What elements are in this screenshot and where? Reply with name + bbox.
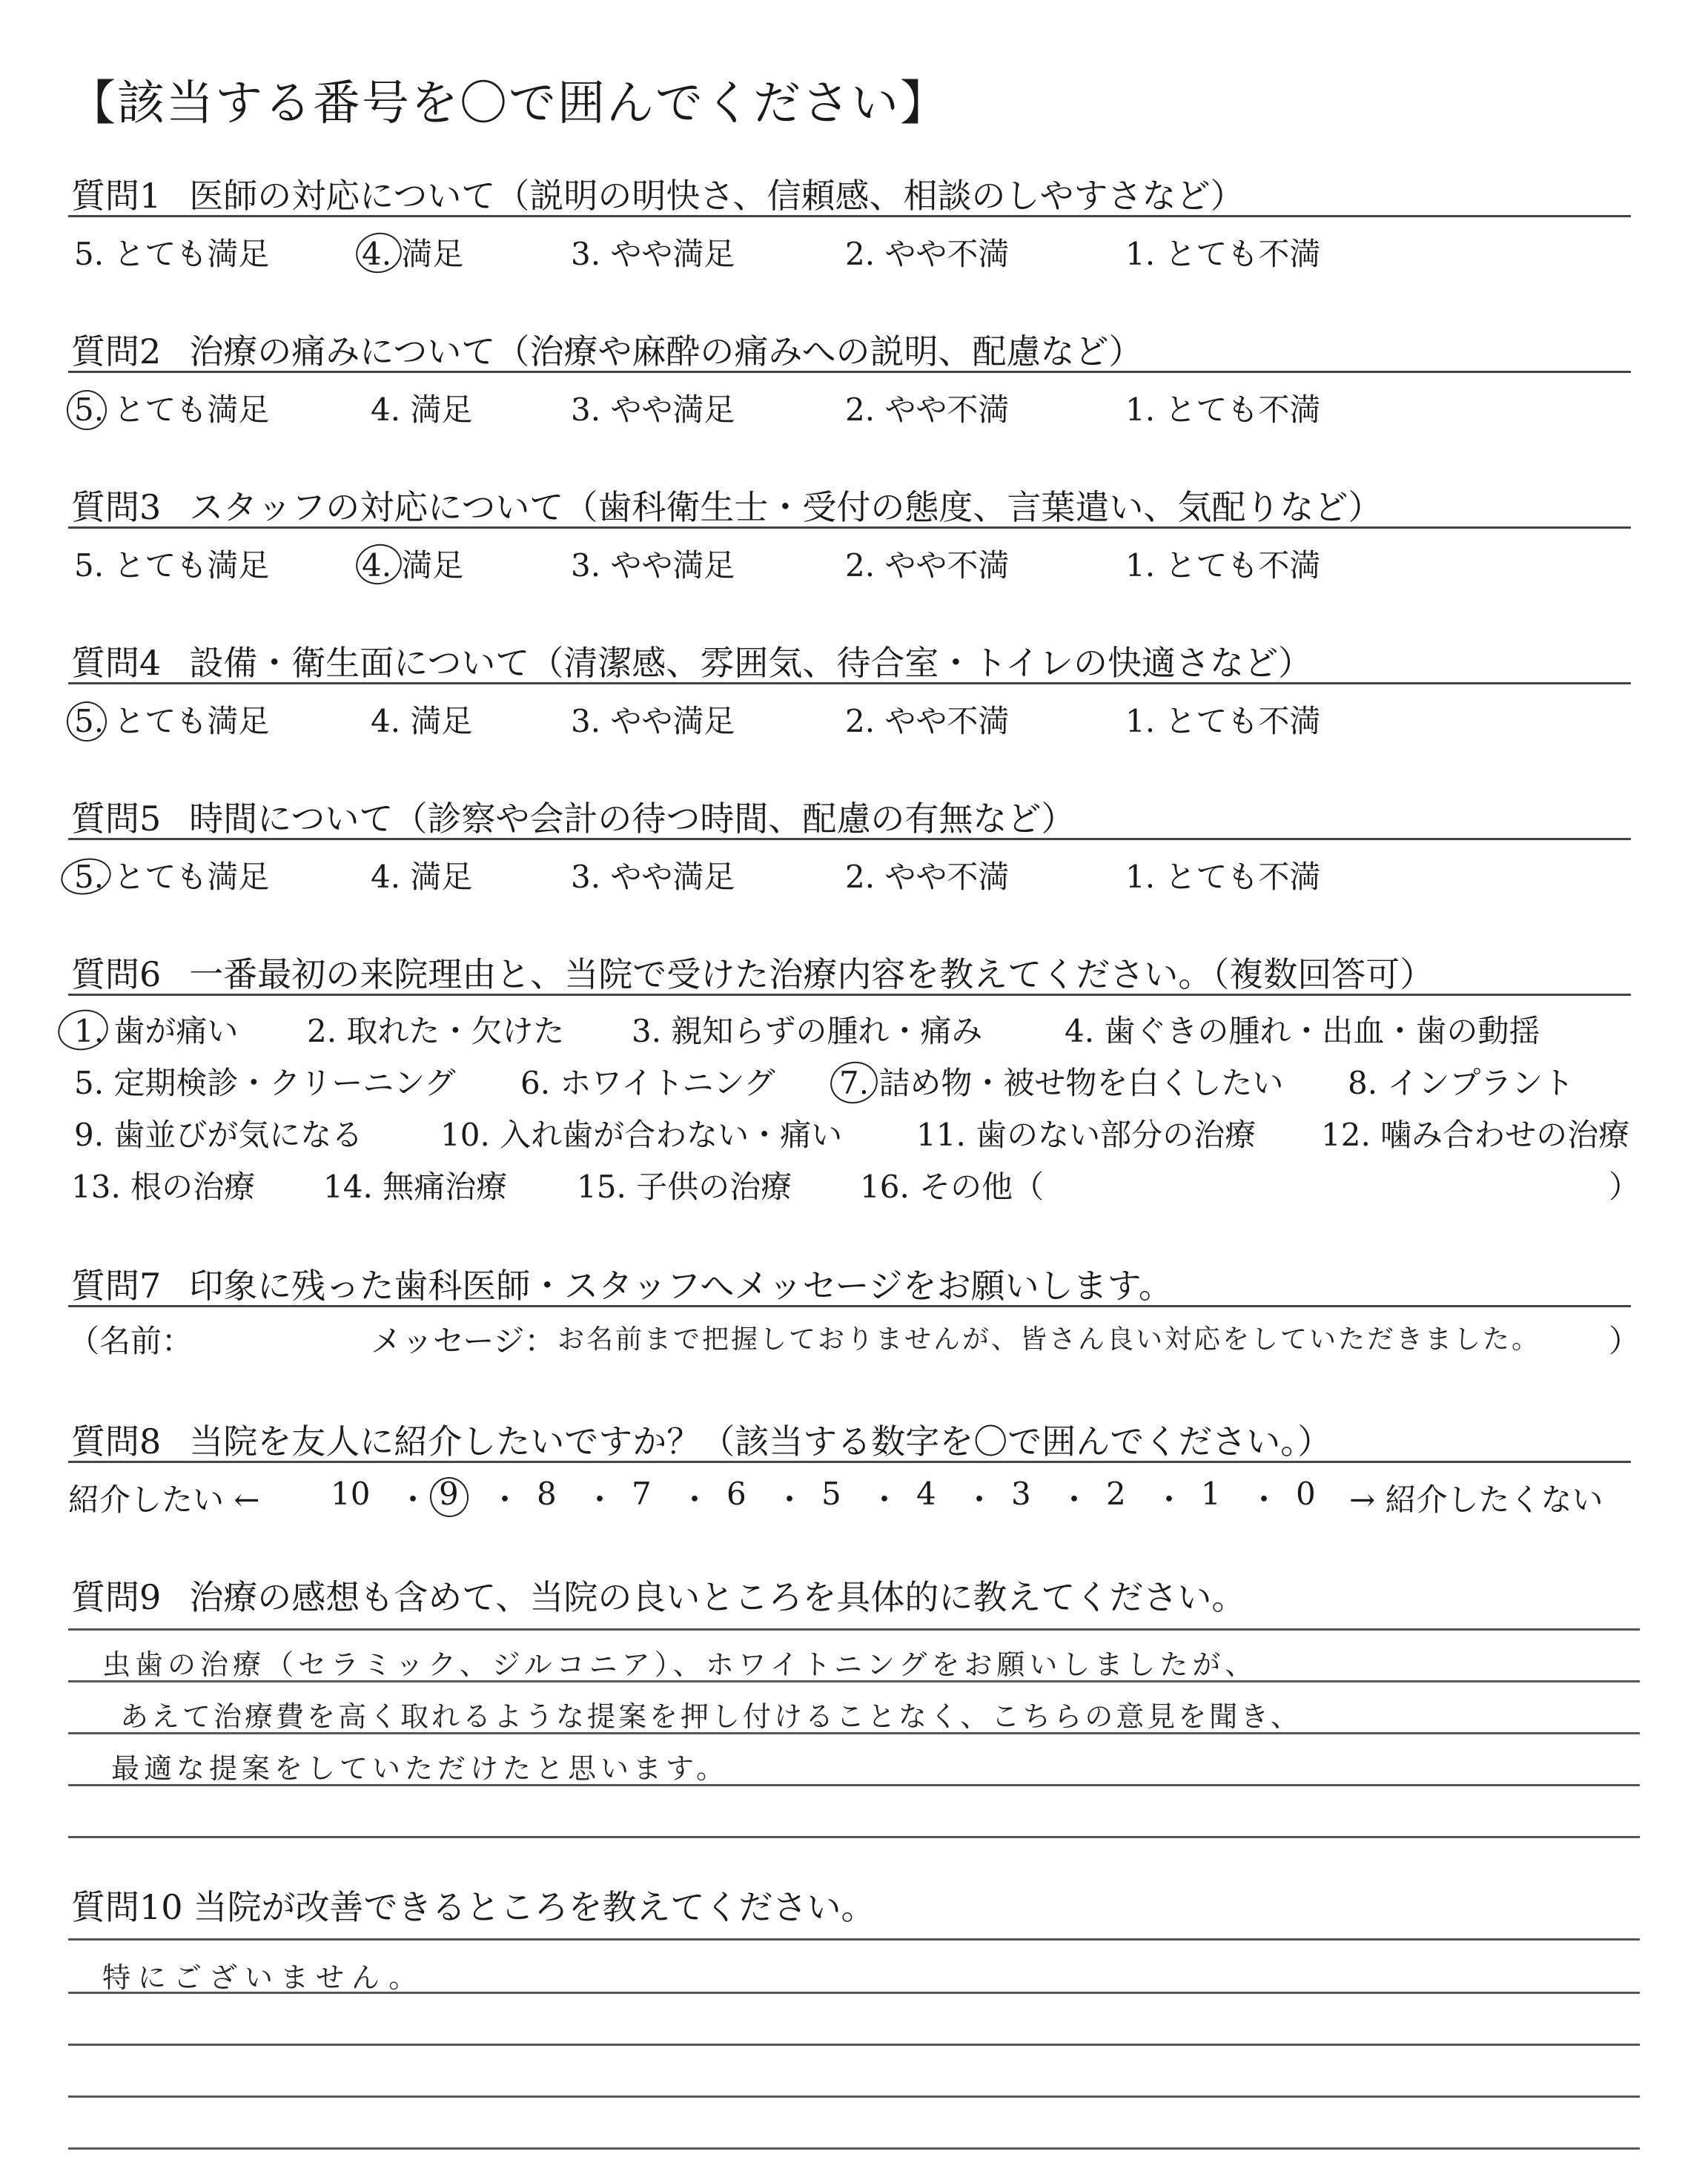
q6-option-15[interactable]: 15. 子供の治療 (577, 1169, 792, 1205)
question-7-underline (68, 1305, 1631, 1307)
q9-rule-line (68, 1784, 1640, 1786)
question-10-number: 質問10 (71, 1887, 183, 1927)
question-9-text: 治療の感想も含めて、当院の良いところを具体的に教えてください。 (189, 1577, 1246, 1617)
q2-option-1[interactable]: 1. とても不満 (1125, 392, 1321, 428)
question-8-heading (71, 1415, 1628, 1464)
selection-circle-q8 (426, 1473, 472, 1521)
q3-option-4[interactable]: 4. 満足 (362, 547, 464, 584)
q8-scale-8[interactable]: 8 (537, 1476, 557, 1512)
q6-option-14[interactable]: 14. 無痛治療 (323, 1169, 508, 1205)
q3-option-3[interactable]: 3. やや満足 (571, 547, 735, 584)
q5-option-2[interactable]: 2. やや不満 (845, 859, 1010, 895)
q6-option-7[interactable]: 7. 詰め物・被せ物を白くしたい (839, 1065, 1284, 1101)
question-6-text: 一番最初の来院理由と、当院で受けた治療内容を教えてください。（複数回答可） (189, 954, 1434, 994)
q8-dot: ・ (1248, 1482, 1280, 1518)
q9-rule-line (68, 1680, 1640, 1682)
q5-option-1[interactable]: 1. とても不満 (1125, 859, 1321, 895)
q9-rule-line (68, 1732, 1640, 1734)
question-10-text: 当院が改善できるところを教えてください。 (193, 1887, 875, 1927)
q8-dot: ・ (679, 1482, 711, 1518)
question-1-heading (71, 169, 1628, 218)
q7-close-paren: ） (1609, 1323, 1641, 1359)
question-4-heading (71, 636, 1628, 685)
q6-option-13[interactable]: 13. 根の治療 (71, 1169, 256, 1205)
question-5-heading (71, 792, 1628, 841)
q6-option-12[interactable]: 12. 噛み合わせの治療 (1321, 1117, 1630, 1153)
q8-dot: ・ (397, 1482, 429, 1518)
question-1-underline (68, 215, 1631, 217)
q6-option-16-close: ） (1609, 1169, 1641, 1205)
q1-option-4[interactable]: 4. 満足 (362, 236, 464, 272)
question-6-underline (68, 994, 1631, 996)
q2-option-4[interactable]: 4. 満足 (371, 392, 473, 428)
question-9-number: 質問9 (71, 1577, 162, 1617)
q8-dot: ・ (584, 1482, 616, 1518)
q6-option-10[interactable]: 10. 入れ歯が合わない・痛い (440, 1117, 843, 1153)
q8-dot: ・ (964, 1482, 996, 1518)
q6-option-9[interactable]: 9. 歯並びが気になる (74, 1117, 363, 1153)
q10-rule-line (68, 2044, 1640, 2046)
q4-option-1[interactable]: 1. とても不満 (1125, 703, 1321, 739)
question-3-heading (71, 480, 1628, 529)
q6-option-2[interactable]: 2. 取れた・欠けた (307, 1013, 565, 1049)
q10-rule-line (68, 2147, 1640, 2150)
q8-scale-5[interactable]: 5 (821, 1476, 841, 1512)
page-title: 【該当する番号を〇で囲んでください】 (68, 76, 949, 131)
q8-right-label: → 紹介したくない (1349, 1482, 1603, 1518)
question-7-heading (71, 1259, 1628, 1308)
q8-scale-1[interactable]: 1 (1201, 1476, 1221, 1512)
q8-scale-7[interactable]: 7 (632, 1476, 652, 1512)
q4-option-5[interactable]: 5. とても満足 (74, 703, 270, 739)
q8-dot: ・ (489, 1482, 521, 1518)
q8-dot: ・ (1059, 1482, 1090, 1518)
q8-scale-6[interactable]: 6 (726, 1476, 747, 1512)
q8-dot: ・ (869, 1482, 901, 1518)
q4-option-2[interactable]: 2. やや不満 (845, 703, 1010, 739)
q9-answer-line-2[interactable]: あえて治療費を高く取れるような提案を押し付けることなく、こちらの意見を聞き、 (120, 1700, 1302, 1733)
q3-option-2[interactable]: 2. やや不満 (845, 547, 1010, 584)
question-4-number: 質問4 (71, 643, 162, 683)
q6-option-5[interactable]: 5. 定期検診・クリーニング (74, 1065, 456, 1101)
question-5-underline (68, 838, 1631, 840)
question-5-text: 時間について（診察や会計の待つ時間、配慮の有無など） (189, 799, 1076, 839)
q10-rule-line (68, 1992, 1640, 1994)
q4-option-3[interactable]: 3. やや満足 (571, 703, 735, 739)
q1-option-1[interactable]: 1. とても不満 (1125, 236, 1321, 272)
question-10-heading (71, 1880, 1628, 1929)
q10-rule-line (68, 2095, 1640, 2098)
question-2-heading (71, 325, 1628, 374)
q9-rule-line (68, 1836, 1640, 1838)
q8-scale-10[interactable]: 10 (331, 1476, 371, 1512)
q3-option-1[interactable]: 1. とても不満 (1125, 547, 1321, 584)
question-5-number: 質問5 (71, 799, 162, 839)
question-2-underline (68, 371, 1631, 373)
question-2-number: 質問2 (71, 331, 162, 371)
question-3-number: 質問3 (71, 487, 162, 527)
question-8-text: 当院を友人に紹介したいですか？（該当する数字を〇で囲んでください。） (189, 1421, 1332, 1462)
question-6-number: 質問6 (71, 954, 162, 994)
q2-option-3[interactable]: 3. やや満足 (571, 392, 735, 428)
question-1-text: 医師の対応について（説明の明快さ、信頼感、相談のしやすさなど） (189, 176, 1245, 216)
question-7-text: 印象に残った歯科医師・スタッフへメッセージをお願いします。 (189, 1266, 1173, 1306)
q8-dot: ・ (774, 1482, 806, 1518)
question-9-heading (71, 1571, 1628, 1619)
q7-message-answer[interactable]: お名前まで把握しておりませんが、皆さん良い対応をしていただきました。 (557, 1324, 1541, 1355)
q1-option-2[interactable]: 2. やや不満 (845, 236, 1010, 272)
question-4-text: 設備・衛生面について（清潔感、雰囲気、待合室・トイレの快適さなど） (189, 643, 1313, 683)
question-1-number: 質問1 (71, 176, 162, 216)
q6-option-1[interactable]: 1. 歯が痛い (74, 1013, 239, 1049)
q10-rule-line (68, 1938, 1640, 1941)
q7-name-label: （名前： (68, 1323, 193, 1359)
q6-option-16[interactable]: 16. その他（ (860, 1169, 1045, 1205)
question-4-underline (68, 682, 1631, 684)
q8-scale-3[interactable]: 3 (1011, 1476, 1031, 1512)
q9-answer-line-3[interactable]: 最適な提案をしていただけたと思います。 (111, 1752, 729, 1785)
q2-option-5[interactable]: 5. とても満足 (74, 392, 270, 428)
q6-option-3[interactable]: 3. 親知らずの腫れ・痛み (632, 1013, 983, 1049)
q6-option-4[interactable]: 4. 歯ぐきの腫れ・出血・歯の動揺 (1065, 1013, 1540, 1049)
q4-option-4[interactable]: 4. 満足 (371, 703, 473, 739)
question-2-text: 治療の痛みについて（治療や麻酔の痛みへの説明、配慮など） (189, 331, 1143, 371)
question-8-underline (68, 1461, 1631, 1463)
q10-answer-line-1[interactable]: 特にございません。 (102, 1961, 425, 1994)
q9-rule-line (68, 1628, 1640, 1631)
q3-option-5[interactable]: 5. とても満足 (74, 547, 270, 584)
q6-option-6[interactable]: 6. ホワイトニング (520, 1065, 775, 1101)
q5-option-3[interactable]: 3. やや満足 (571, 859, 735, 895)
q7-message-label: メッセージ： (371, 1323, 556, 1359)
q2-option-2[interactable]: 2. やや不満 (845, 392, 1010, 428)
q1-option-5[interactable]: 5. とても満足 (74, 236, 270, 272)
q5-option-5[interactable]: 5. とても満足 (74, 859, 270, 895)
q8-scale-2[interactable]: 2 (1106, 1476, 1126, 1512)
q6-option-8[interactable]: 8. インプラント (1348, 1065, 1575, 1101)
q1-option-3[interactable]: 3. やや満足 (571, 236, 735, 272)
q8-scale-4[interactable]: 4 (916, 1476, 936, 1512)
q8-scale-9[interactable]: 9 (439, 1476, 459, 1512)
question-7-number: 質問7 (71, 1266, 162, 1306)
question-8-number: 質問8 (71, 1421, 162, 1462)
question-3-text: スタッフの対応について（歯科衛生士・受付の態度、言葉遣い、気配りなど） (189, 487, 1383, 527)
question-3-underline (68, 526, 1631, 529)
q8-scale-0[interactable]: 0 (1296, 1476, 1316, 1512)
q9-answer-line-1[interactable]: 虫歯の治療（セラミック、ジルコニア）、ホワイトニングをお願いしましたが、 (102, 1648, 1258, 1681)
q8-left-label: 紹介したい ← (68, 1482, 260, 1518)
q6-option-11[interactable]: 11. 歯のない部分の治療 (916, 1117, 1257, 1153)
q8-dot: ・ (1153, 1482, 1185, 1518)
q5-option-4[interactable]: 4. 満足 (371, 859, 473, 895)
question-6-heading (71, 948, 1628, 997)
